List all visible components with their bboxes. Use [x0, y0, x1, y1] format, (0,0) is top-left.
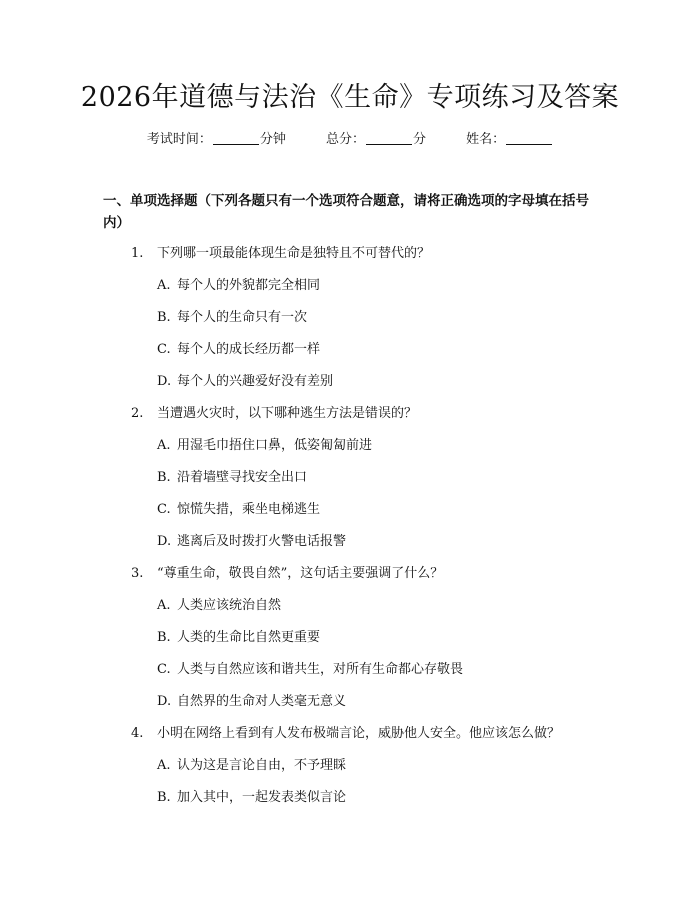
option-letter: A.: [157, 758, 171, 773]
option-2b: [157, 468, 307, 488]
score-label: 总分：: [325, 132, 365, 147]
exam-meta: [0, 130, 700, 150]
question-number: 2.: [131, 406, 144, 421]
option-text: 惊慌失措，乘坐电梯逃生: [177, 502, 321, 517]
option-letter: A.: [157, 278, 171, 293]
option-letter: B.: [157, 790, 171, 805]
option-3a: [157, 596, 281, 616]
page-title: 2026年道德与法治《生命》专项练习及答案: [80, 82, 620, 113]
exam-score: [326, 132, 430, 147]
question-text: 下列哪一项最能体现生命是独特且不可替代的？: [157, 246, 431, 261]
option-text: 自然界的生命对人类毫无意义: [177, 694, 347, 709]
option-2c: [157, 500, 320, 520]
question-2: [131, 404, 417, 424]
option-2a: [157, 436, 372, 456]
option-letter: D.: [157, 694, 172, 709]
section-heading: 一、单项选择题（下列各题只有一个选项符合题意，请将正确选项的字母填在括号内）: [103, 193, 589, 231]
option-letter: B.: [157, 470, 171, 485]
option-text: 人类的生命比自然更重要: [177, 630, 321, 645]
question-3: [131, 564, 443, 584]
option-1c: [157, 340, 320, 360]
score-blank: [366, 131, 412, 145]
option-text: 认为这是言论自由，不予理睬: [177, 758, 347, 773]
option-text: 人类应该统治自然: [177, 598, 282, 613]
option-text: 用湿毛巾捂住口鼻，低姿匍匐前进: [177, 438, 373, 453]
option-letter: B.: [157, 310, 171, 325]
question-1: [131, 244, 430, 264]
name-blank: [506, 131, 552, 145]
option-1a: [157, 276, 320, 296]
exam-name: [466, 132, 553, 147]
question-text: 当遭遇火灾时，以下哪种逃生方法是错误的？: [157, 406, 418, 421]
option-letter: A.: [157, 438, 171, 453]
question-number: 1.: [131, 246, 144, 261]
option-4a: [157, 756, 346, 776]
exam-time: [147, 132, 290, 147]
time-blank: [213, 131, 259, 145]
name-label: 姓名：: [466, 132, 506, 147]
option-letter: C.: [157, 662, 171, 677]
option-letter: D.: [157, 374, 172, 389]
option-3c: [157, 660, 463, 680]
option-letter: B.: [157, 630, 171, 645]
question-text: “尊重生命，敬畏自然”，这句话主要强调了什么？: [157, 566, 444, 581]
option-text: 每个人的生命只有一次: [177, 310, 308, 325]
question-number: 3.: [131, 566, 144, 581]
option-3b: [157, 628, 320, 648]
option-1b: [157, 308, 307, 328]
question-text: 小明在网络上看到有人发布极端言论，威胁他人安全。他应该怎么做？: [157, 726, 561, 741]
option-2d: [157, 532, 346, 552]
option-letter: D.: [157, 534, 172, 549]
option-4b: [157, 788, 346, 808]
option-letter: C.: [157, 342, 171, 357]
option-text: 沿着墙壁寻找安全出口: [177, 470, 308, 485]
question-4: [131, 724, 560, 744]
option-text: 每个人的外貌都完全相同: [177, 278, 321, 293]
option-text: 人类与自然应该和谐共生，对所有生命都心存敬畏: [177, 662, 464, 677]
option-letter: A.: [157, 598, 171, 613]
option-text: 每个人的成长经历都一样: [177, 342, 321, 357]
option-1d: [157, 372, 333, 392]
time-unit: 分钟: [259, 132, 286, 147]
score-unit: 分: [413, 132, 427, 147]
time-label: 考试时间：: [146, 132, 212, 147]
option-3d: [157, 692, 346, 712]
option-text: 每个人的兴趣爱好没有差别: [177, 374, 334, 389]
option-text: 逃离后及时拨打火警电话报警: [177, 534, 347, 549]
option-text: 加入其中，一起发表类似言论: [177, 790, 347, 805]
question-number: 4.: [131, 726, 144, 741]
option-letter: C.: [157, 502, 171, 517]
